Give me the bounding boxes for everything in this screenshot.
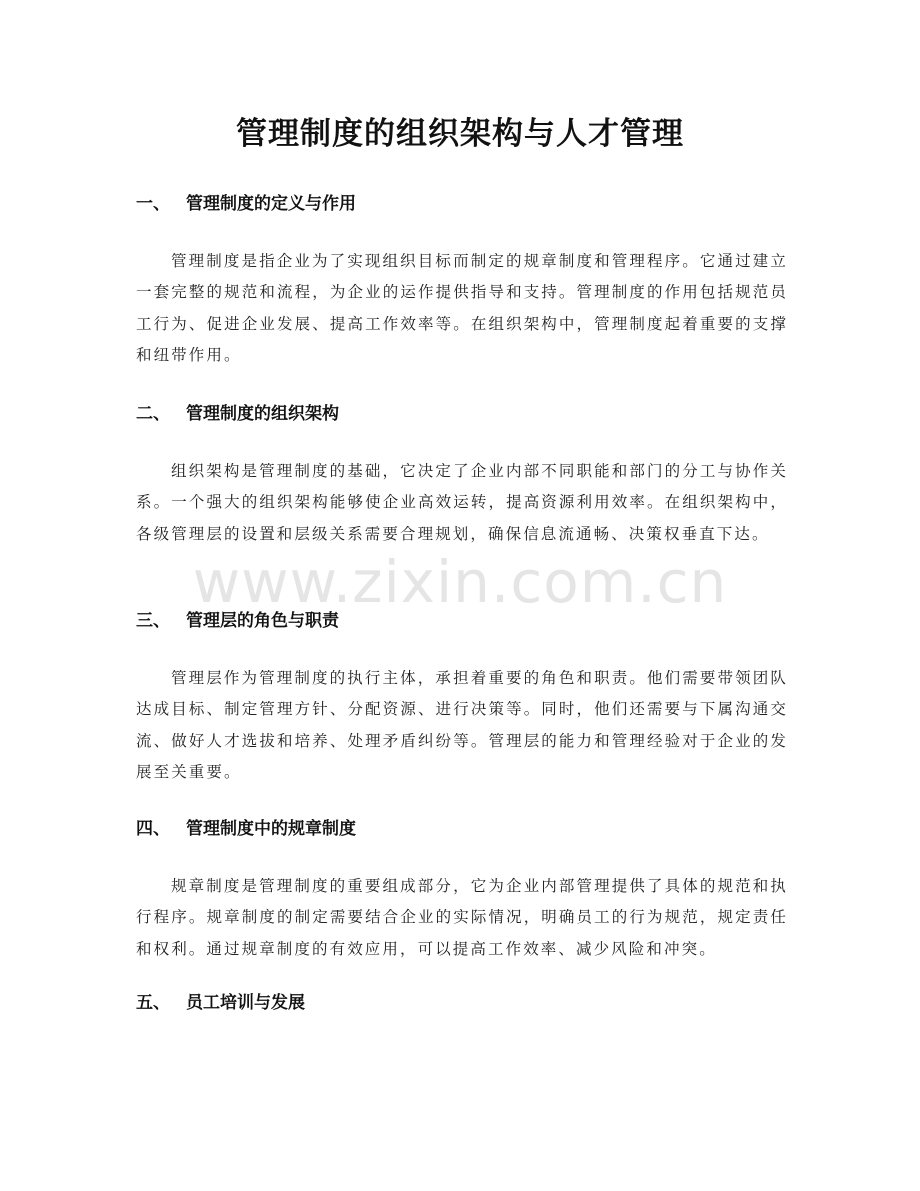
section-4 — [136, 813, 788, 965]
section-title: 员工培训与发展 — [186, 992, 305, 1013]
section-2 — [136, 398, 788, 550]
section-paragraph: 组织架构是管理制度的基础，它决定了企业内部不同职能和部门的分工与协作关系。一个强大的组织架构能够使企业高效运转，提高资源利用效率。在组织架构中，各级管理层的设置和层级关系需要合理规划，确保信息流通畅、决策权垂直下达。 — [136, 462, 788, 543]
page-title: 管理制度的组织架构与人才管理 — [236, 116, 684, 152]
section-heading — [136, 813, 788, 839]
section-3 — [136, 605, 788, 789]
section-5 — [136, 987, 788, 1013]
section-title: 管理层的角色与职责 — [186, 610, 339, 631]
section-title: 管理制度的定义与作用 — [186, 193, 356, 214]
section-title: 管理制度的组织架构 — [186, 403, 339, 424]
section-number: 二、 — [136, 403, 170, 424]
section-title: 管理制度中的规章制度 — [186, 818, 356, 839]
section-heading — [136, 987, 788, 1013]
section-number: 三、 — [136, 610, 170, 631]
section-1 — [136, 188, 788, 372]
section-heading — [136, 605, 788, 631]
section-paragraph: 管理层作为管理制度的执行主体，承担着重要的角色和职责。他们需要带领团队达成目标、制定管理方针、分配资源、进行决策等。同时，他们还需要与下属沟通交流、做好人才选拔和培养、处理矛盾纠纷等。管理层的能力和管理经验对于企业的发展至关重要。 — [136, 669, 788, 782]
section-number: 一、 — [136, 193, 170, 214]
watermark: www.zixin.com.cn — [192, 548, 728, 616]
section-number: 四、 — [136, 818, 170, 839]
section-heading — [136, 398, 788, 424]
section-number: 五、 — [136, 992, 170, 1013]
section-heading — [136, 188, 788, 214]
section-paragraph: 规章制度是管理制度的重要组成部分，它为企业内部管理提供了具体的规范和执行程序。规章制度的制定需要结合企业的实际情况，明确员工的行为规范，规定责任和权利。通过规章制度的有效应用，可以提高工作效率、减少风险和冲突。 — [136, 877, 788, 958]
section-paragraph: 管理制度是指企业为了实现组织目标而制定的规章制度和管理程序。它通过建立一套完整的规范和流程，为企业的运作提供指导和支持。管理制度的作用包括规范员工行为、促进企业发展、提高工作效率等。在组织架构中，管理制度起着重要的支撑和纽带作用。 — [136, 252, 788, 365]
